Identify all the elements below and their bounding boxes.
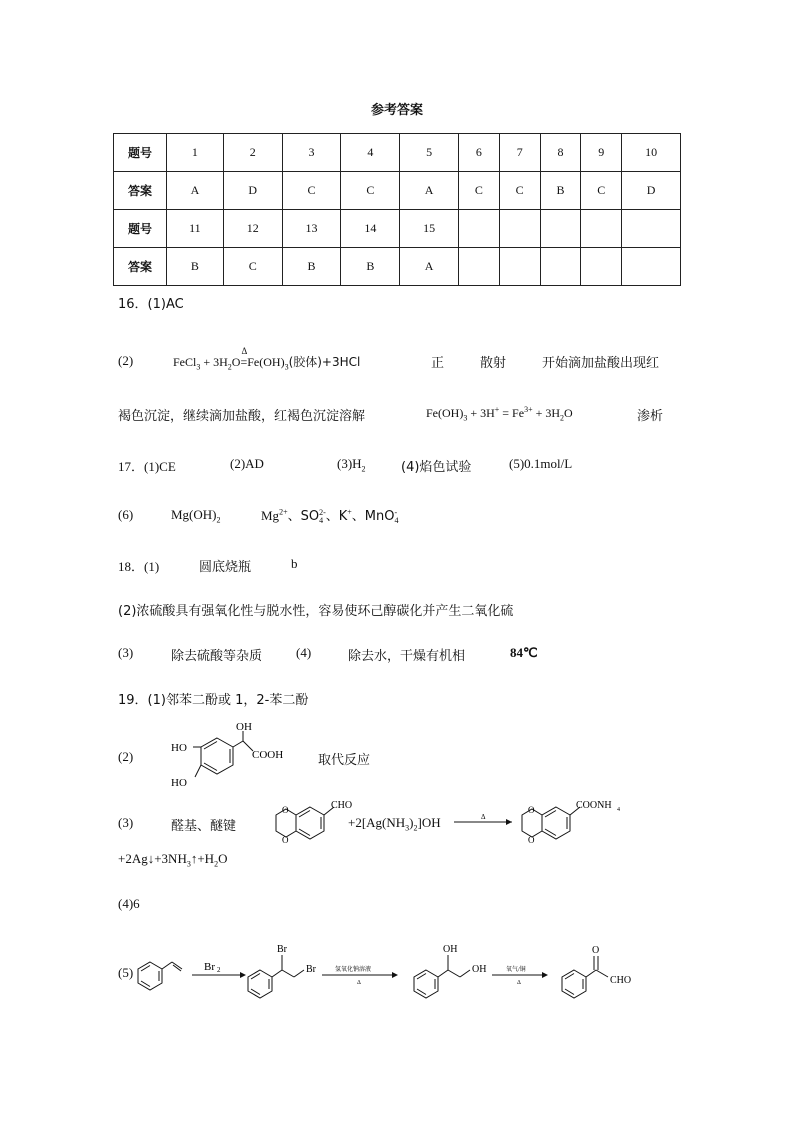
eq-feoh: Fe(OH)	[426, 406, 464, 420]
table-cell: 8	[540, 134, 581, 172]
synthesis-route	[132, 940, 642, 1010]
ion-mno4: 、MnO	[351, 509, 395, 524]
table-header-cell: 答案	[114, 172, 167, 210]
ion-so4: 、SO	[287, 509, 320, 524]
products-text: ↑+H	[190, 851, 215, 866]
table-cell: 6	[459, 134, 500, 172]
delta-sign: Δ	[357, 980, 361, 986]
table-cell: 12	[223, 210, 282, 248]
q17-part3	[337, 456, 366, 474]
table-cell	[581, 248, 622, 286]
eq-sub: 2	[560, 413, 565, 423]
eq-sub: 2	[216, 515, 221, 525]
label-br: Br	[306, 964, 316, 975]
table-cell: D	[223, 172, 282, 210]
label-ho: HO	[171, 777, 187, 789]
q16-equation-1	[173, 346, 361, 372]
q16-continuation: 褐色沉淀，继续滴加盐酸，红褐色沉淀溶解	[118, 409, 366, 424]
eq-fecl: FeCl	[173, 355, 197, 369]
table-cell: C	[459, 172, 500, 210]
table-cell	[622, 210, 681, 248]
q18-part2: (2)浓硫酸具有强氧化性与脱水性，容易使环己醇碳化并产生二氧化硫	[118, 604, 514, 619]
table-cell: 9	[581, 134, 622, 172]
q19-part2-label: (2)	[118, 749, 134, 764]
q18-answer-b: b	[291, 556, 298, 571]
label-cho: CHO	[331, 800, 353, 811]
q19-part3-label: (3)	[118, 815, 134, 830]
eq-o: O	[564, 406, 573, 420]
table-row	[114, 210, 681, 248]
q17-part1: 17．(1)CE	[118, 459, 176, 474]
table-cell: D	[622, 172, 681, 210]
eq-sub: 4	[319, 516, 324, 526]
q18-part4: 除去水，干燥有机相	[348, 649, 466, 664]
eq-sup: 3+	[524, 405, 533, 414]
reagent-text: ]OH	[417, 815, 441, 830]
table-cell: B	[282, 248, 341, 286]
q17-part2: (2)AD	[230, 456, 264, 471]
table-cell: 11	[167, 210, 224, 248]
label-br: Br	[277, 944, 287, 955]
ion-so4-script	[319, 509, 326, 525]
reaction-arrow	[452, 812, 516, 832]
label-coonh4: COONH	[576, 800, 612, 811]
q19-part5-label: (5)	[118, 965, 134, 980]
condition-naoh: 氢氧化钠溶液	[335, 967, 372, 973]
q18-part3: 除去硫酸等杂质	[171, 649, 263, 664]
table-cell: 15	[400, 210, 459, 248]
eq-sub: 4	[394, 516, 399, 526]
table-cell	[459, 248, 500, 286]
q19-part3-answer: 醛基、醚键	[171, 819, 237, 834]
q17-ions	[261, 505, 399, 525]
q16-p1-text: 16．(1)AC	[118, 297, 184, 312]
q17-part6-label: (6)	[118, 507, 134, 522]
eq-sub: 3	[186, 859, 191, 869]
table-row	[114, 248, 681, 286]
q16-answer-scatter: 散射	[480, 356, 507, 371]
eq-tail: (胶体)+3HCl	[288, 355, 361, 369]
table-cell	[499, 210, 540, 248]
label-o: O	[282, 835, 289, 845]
label-o: O	[528, 805, 535, 815]
q19-part4: (4)6	[118, 896, 140, 911]
q19-part1: 19．(1)邻苯二酚或 1，2-苯二酚	[118, 693, 309, 708]
ion-k: 、K	[325, 509, 348, 524]
table-header-cell: 题号	[114, 134, 167, 172]
structure-dihydroxymandelic-acid	[165, 722, 295, 792]
table-cell: 4	[341, 134, 400, 172]
table-cell: 7	[499, 134, 540, 172]
q17-part4: (4)焰色试验	[401, 460, 472, 475]
eq-h2o: + 3H	[200, 355, 228, 369]
eq-sup: -	[394, 508, 398, 518]
table-header-cell: 题号	[114, 210, 167, 248]
q17-mgoh2	[171, 507, 221, 525]
table-cell	[540, 248, 581, 286]
products-text: O	[218, 851, 228, 866]
ion-mg: Mg	[261, 508, 280, 523]
delta-sign: Δ	[517, 980, 521, 986]
eq-sub: 2	[227, 362, 232, 372]
q16-answer-zheng: 正	[431, 356, 445, 371]
answer-table	[113, 133, 681, 286]
table-cell: C	[341, 172, 400, 210]
eq-fe: = Fe	[499, 406, 525, 420]
table-cell: C	[223, 248, 282, 286]
eq-sub: 3	[284, 362, 289, 372]
q18-part4-label: (4)	[296, 645, 312, 660]
table-cell	[540, 210, 581, 248]
label-oh: OH	[443, 944, 458, 955]
table-cell: C	[499, 172, 540, 210]
table-cell: 2	[223, 134, 282, 172]
eq-sub: 3	[196, 362, 201, 372]
table-row	[114, 172, 681, 210]
q17-p3-text: (3)H	[337, 456, 362, 471]
label-oh: OH	[236, 722, 252, 733]
label-oh: OH	[472, 964, 487, 975]
table-cell	[499, 248, 540, 286]
eq-feoh: Fe(OH)	[247, 355, 285, 369]
q16-answer-dialysis: 渗析	[637, 409, 664, 424]
q19-reagent	[348, 815, 441, 833]
q16-answer-observation: 开始滴加盐酸出现红	[542, 356, 660, 371]
table-header-cell: 答案	[114, 248, 167, 286]
q18-flask: 圆底烧瓶	[199, 560, 252, 575]
table-cell: A	[167, 172, 224, 210]
table-cell: 10	[622, 134, 681, 172]
delta-sign: Δ	[481, 813, 486, 821]
q19-part3-continuation	[118, 851, 227, 869]
formula: Mg(OH)	[171, 507, 217, 522]
q17-part5: (5)0.1mol/L	[509, 456, 573, 471]
q16-part2	[118, 353, 133, 369]
reagent-br2: Br	[204, 961, 215, 973]
label-sub: 4	[617, 807, 620, 813]
q16-equation-2	[426, 405, 573, 422]
q19-part2-answer: 取代反应	[318, 753, 371, 768]
delta-sign: Δ	[241, 346, 248, 356]
structure-benzodioxane-aldehyde	[268, 795, 358, 845]
table-cell: B	[540, 172, 581, 210]
ion-mno4-script	[395, 509, 399, 525]
table-cell: A	[400, 248, 459, 286]
table-cell: 3	[282, 134, 341, 172]
table-cell	[581, 210, 622, 248]
page-title: 参考答案	[370, 103, 423, 118]
eq-sup: 2-	[319, 508, 326, 518]
q18-part1: 18．(1)	[118, 559, 160, 574]
table-cell	[459, 210, 500, 248]
label-o: O	[528, 835, 535, 845]
eq-sub: 2	[361, 464, 366, 474]
eq-h: + 3H	[467, 406, 495, 420]
table-cell: 5	[400, 134, 459, 172]
table-cell: 13	[282, 210, 341, 248]
eq-equals: Δ =	[240, 346, 248, 369]
table-cell	[622, 248, 681, 286]
table-cell: C	[581, 172, 622, 210]
table-row	[114, 134, 681, 172]
q16-part1	[118, 293, 184, 312]
reagent-text: +2[Ag(NH	[348, 815, 406, 830]
q18-temperature: 84℃	[510, 645, 538, 660]
label-ho: HO	[171, 742, 187, 754]
structure-ammonium-carboxylate	[514, 795, 634, 845]
label-o: O	[282, 805, 289, 815]
table-cell: 1	[167, 134, 224, 172]
label-cho: CHO	[610, 975, 632, 986]
eq-sub: 3	[463, 413, 468, 423]
eq-sup: +	[494, 405, 500, 414]
q16-p2-label: (2)	[118, 353, 134, 368]
q18-part3-label: (3)	[118, 645, 134, 660]
condition-o2-cu: 氧气/铜	[506, 967, 526, 973]
eq-sub: 2	[214, 859, 219, 869]
reagent-sub: 2	[217, 966, 221, 974]
eq-sup: 2+	[279, 507, 288, 517]
eq-sub: 3	[405, 823, 410, 833]
label-cooh: COOH	[252, 749, 284, 761]
eq-sub: 2	[413, 823, 418, 833]
table-cell: A	[400, 172, 459, 210]
table-cell: B	[341, 248, 400, 286]
eq-sup: +	[347, 507, 352, 517]
table-cell: B	[167, 248, 224, 286]
table-cell: C	[282, 172, 341, 210]
reagent-text: )	[409, 815, 414, 830]
eq-h2o: + 3H	[532, 406, 561, 420]
table-cell: 14	[341, 210, 400, 248]
eq-o: O	[231, 355, 241, 369]
products-text: +2Ag↓+3NH	[118, 851, 187, 866]
label-o: O	[592, 945, 600, 956]
